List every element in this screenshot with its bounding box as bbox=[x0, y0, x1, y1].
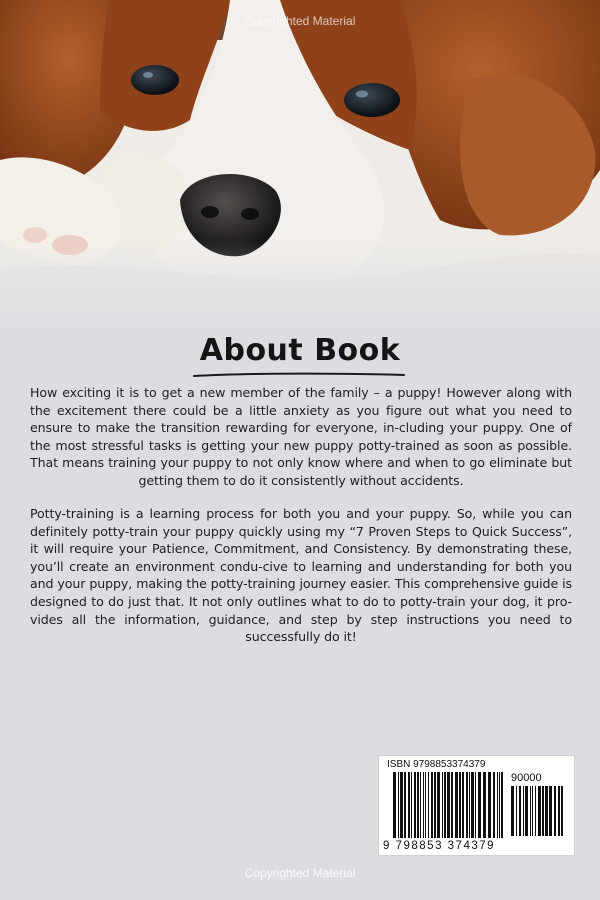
barcode-bar bbox=[428, 772, 429, 838]
isbn-label: ISBN 9798853374379 bbox=[387, 759, 486, 770]
barcode-bar bbox=[393, 772, 396, 838]
barcode-bar bbox=[469, 772, 470, 838]
section-heading: About Book bbox=[199, 333, 401, 368]
barcode-bar bbox=[478, 772, 481, 838]
barcode-bar bbox=[542, 786, 544, 836]
barcode-bar bbox=[471, 772, 474, 838]
puppy-illustration bbox=[0, 0, 600, 330]
barcode-bar bbox=[425, 772, 426, 838]
barcode-bar bbox=[475, 772, 476, 838]
watermark-top: Copyrighted Material bbox=[244, 14, 356, 28]
barcode-bar bbox=[408, 772, 410, 838]
barcode-bar bbox=[545, 786, 548, 836]
heading-underline bbox=[192, 370, 406, 380]
barcode-bar bbox=[400, 772, 403, 838]
barcode-bar bbox=[549, 786, 552, 836]
barcode-bar bbox=[442, 772, 443, 838]
barcode-bar bbox=[561, 786, 563, 836]
barcode-bar bbox=[462, 772, 464, 838]
barcode-bar bbox=[447, 772, 450, 838]
barcode-bar bbox=[420, 772, 421, 838]
barcode-bar bbox=[511, 786, 514, 836]
barcode-bar bbox=[404, 772, 406, 838]
about-paragraph-1: How exciting it is to get a new member of the family – a puppy! However along with the excitement there could be a little anxiety as you figure out what you need to ensure to make the transition rewarding for everyone, in-cluding your puppy. One of the most stressful tasks is getting your new puppy potty-trained as soon as possible. That means training your puppy to not only know where and when to go eliminate but getting them to do it consistently without accidents. bbox=[30, 385, 572, 488]
barcode-bar bbox=[525, 786, 528, 836]
barcode-bar bbox=[459, 772, 461, 838]
puppy-photo bbox=[0, 0, 600, 330]
barcode-bar bbox=[434, 772, 436, 838]
barcode-bar bbox=[466, 772, 468, 838]
barcode-bar bbox=[451, 772, 453, 838]
barcode-bar bbox=[398, 772, 399, 838]
barcode-bar bbox=[444, 772, 446, 838]
barcode-bar bbox=[431, 772, 433, 838]
barcode-bar bbox=[535, 786, 536, 836]
barcode-bar bbox=[530, 786, 531, 836]
barcode-bar bbox=[437, 772, 440, 838]
barcode-bars bbox=[393, 772, 505, 838]
isbn-digits: 9 798853 374379 bbox=[383, 840, 496, 852]
barcode-bar bbox=[455, 772, 458, 838]
barcode-bar bbox=[414, 772, 416, 838]
barcode-bar bbox=[497, 772, 498, 838]
price-code: 90000 bbox=[511, 772, 542, 784]
barcode-bar bbox=[488, 772, 491, 838]
barcode-bar bbox=[519, 786, 521, 836]
isbn-barcode bbox=[378, 755, 575, 856]
barcode-bar bbox=[516, 786, 517, 836]
barcode-bar bbox=[554, 786, 556, 836]
barcode-addon-bars bbox=[511, 786, 565, 836]
barcode-bar bbox=[558, 786, 560, 836]
barcode-bar bbox=[538, 786, 541, 836]
barcode-bar bbox=[423, 772, 424, 838]
barcode-bar bbox=[411, 772, 412, 838]
barcode-bar bbox=[532, 786, 533, 836]
barcode-bar bbox=[483, 772, 486, 838]
barcode-bar bbox=[499, 772, 500, 838]
barcode-bar bbox=[501, 772, 503, 838]
barcode-bar bbox=[417, 772, 419, 838]
barcode-bar bbox=[493, 772, 495, 838]
watermark-bottom: Copyrighted Material bbox=[244, 866, 356, 880]
barcode-bar bbox=[523, 786, 524, 836]
about-paragraph-2: Potty-training is a learning process for both you and your puppy. So, while you can definitely potty-train your puppy quickly using my “7 Proven Steps to Quick Success”, it will require your Patience, Commitment, and Consistency. By demonstrating these, you’ll create an environment condu-cive to learning and understanding for both you and your puppy, making the potty-training journey easier. This comprehensive guide is designed to do just that. It not only outlines what to do to potty-train your dog, it pro-vides all the information, guidance, and step by step instructions you need to successfully do it! bbox=[30, 506, 572, 645]
